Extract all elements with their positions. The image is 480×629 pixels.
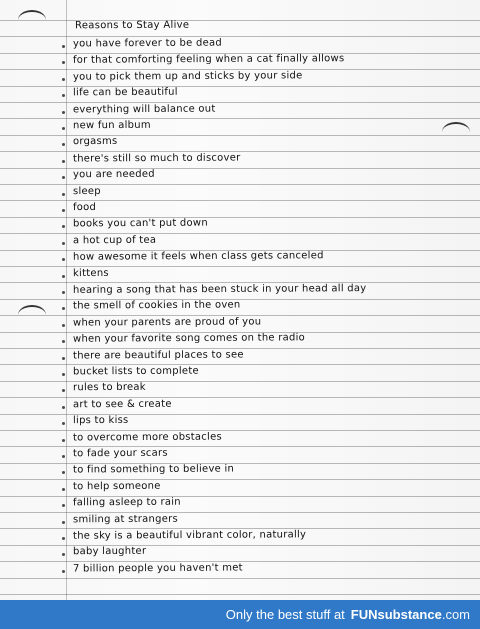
bullet-dot-icon (62, 439, 65, 442)
ruled-line (0, 364, 480, 365)
ruled-line (0, 594, 480, 595)
footer-brand-name: FUNsubstance (350, 607, 442, 622)
bullet-dot-icon (62, 275, 65, 278)
ruled-line (0, 479, 480, 480)
list-item: to help someone (72, 480, 161, 493)
bullet-dot-icon (62, 504, 65, 507)
bullet-dot-icon (62, 340, 65, 343)
list-item: rules to break (72, 382, 146, 394)
bullet-dot-icon (62, 225, 65, 228)
bullet-dot-icon (62, 455, 65, 458)
watermark-footer (0, 600, 480, 629)
ruled-line (0, 102, 480, 103)
ruled-line (0, 578, 480, 579)
list-item: bucket lists to complete (72, 365, 199, 378)
bullet-dot-icon (62, 488, 65, 491)
list-item: there's still so much to discover (72, 152, 241, 165)
bullet-dot-icon (62, 45, 65, 48)
list-item: you are needed (72, 168, 155, 181)
ruled-line (0, 184, 480, 185)
bullet-dot-icon (62, 61, 65, 64)
list-item: new fun album (72, 119, 151, 132)
list-item: kittens (72, 267, 109, 279)
list-item: the smell of cookies in the oven (72, 299, 241, 312)
bullet-dot-icon (62, 373, 65, 376)
list-item: orgasms (72, 136, 118, 148)
list-item: food (72, 201, 97, 214)
bullet-dot-icon (62, 242, 65, 245)
bullet-dot-icon (62, 143, 65, 146)
bullet-dot-icon (62, 521, 65, 524)
bullet-dot-icon (62, 111, 65, 114)
list-item: baby laughter (72, 546, 147, 558)
list-item: falling asleep to rain (72, 496, 181, 509)
list-item: to fade your scars (72, 447, 168, 460)
bullet-dot-icon (62, 209, 65, 212)
ruled-line (0, 266, 480, 267)
list-item: you to pick them up and sticks by your side (72, 70, 303, 83)
ruled-line (0, 397, 480, 398)
bullet-dot-icon (62, 78, 65, 81)
bullet-dot-icon (62, 307, 65, 310)
list-item: you have forever to be dead (72, 37, 222, 50)
bullet-dot-icon (62, 357, 65, 360)
list-item: there are beautiful places to see (72, 349, 244, 362)
list-item: 7 billion people you haven't met (72, 562, 243, 575)
bullet-dot-icon (62, 553, 65, 556)
list-item: art to see & create (72, 398, 172, 411)
list-item: to overcome more obstacles (72, 431, 222, 444)
binder-hole-right (442, 122, 470, 142)
margin-line (66, 0, 67, 600)
ruled-line (0, 446, 480, 447)
footer-brand (351, 607, 470, 622)
bullet-dot-icon (62, 422, 65, 425)
list-item: hearing a song that has been stuck in your head all day (72, 283, 367, 296)
bullet-dot-icon (62, 160, 65, 163)
list-item: sleep (72, 185, 101, 197)
list-item: books you can't put down (72, 217, 208, 230)
list-item: everything will balance out (72, 103, 216, 116)
list-item: when your favorite song comes on the radio (72, 332, 306, 345)
list-item: how awesome it feels when class gets canceled (72, 250, 324, 263)
bullet-dot-icon (62, 324, 65, 327)
list-item: lips to kiss (72, 415, 129, 427)
list-item: a hot cup of tea (72, 234, 157, 247)
bullet-dot-icon (62, 258, 65, 261)
bullet-dot-icon (62, 291, 65, 294)
footer-brand-tld: .com (441, 607, 470, 622)
ruled-line (0, 36, 480, 37)
bullet-dot-icon (62, 94, 65, 97)
list-item: life can be beautiful (72, 86, 178, 99)
bullet-dot-icon (62, 537, 65, 540)
bullet-dot-icon (62, 570, 65, 573)
bullet-dot-icon (62, 127, 65, 130)
bullet-dot-icon (62, 471, 65, 474)
bullet-dot-icon (62, 176, 65, 179)
bullet-dot-icon (62, 406, 65, 409)
footer-prefix: Only the best stuff at (225, 607, 345, 622)
bullet-dot-icon (62, 193, 65, 196)
ruled-line (0, 20, 480, 21)
ruled-line (0, 118, 480, 119)
list-item: for that comforting feeling when a cat finally allows (72, 53, 345, 67)
ruled-line (0, 233, 480, 234)
bullet-dot-icon (62, 389, 65, 392)
list-item: the sky is a beautiful vibrant color, naturally (72, 529, 307, 542)
list-item: when your parents are proud of you (72, 316, 262, 329)
list-item: to find something to believe in (72, 463, 235, 476)
ruled-line (0, 430, 480, 431)
ruled-line (0, 512, 480, 513)
list-item: smiling at strangers (72, 513, 178, 525)
page-title: Reasons to Stay Alive (74, 19, 190, 32)
